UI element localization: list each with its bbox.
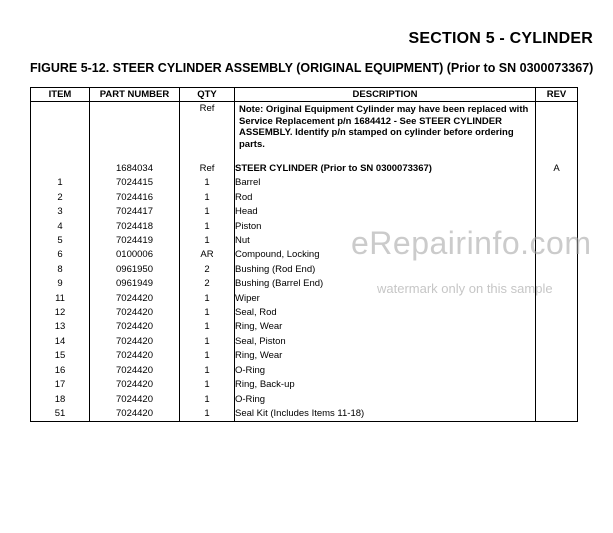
cell-description: Head <box>235 205 536 219</box>
cell-rev <box>536 176 578 190</box>
table-row <box>31 191 578 205</box>
cell-rev <box>536 378 578 392</box>
cell-item: 1 <box>31 176 90 190</box>
cell-rev <box>536 364 578 378</box>
cell-qty: 1 <box>180 407 235 422</box>
cell-item: 15 <box>31 349 90 363</box>
note-text: Note: Original Equipment Cylinder may have been replaced with Service Replacement p/n 1684412 - See STEER CYLINDER ASSEMBLY. Identify p/n stamped on cylinder before ordering parts. <box>235 102 536 163</box>
cell-item: 13 <box>31 320 90 334</box>
col-header-qty: QTY <box>180 88 235 102</box>
cell-qty: 1 <box>180 306 235 320</box>
cell-description: Seal, Rod <box>235 306 536 320</box>
cell-part-number: 0961950 <box>90 263 180 277</box>
cell-description: Ring, Wear <box>235 349 536 363</box>
cell-item: 51 <box>31 407 90 422</box>
note-row <box>31 102 578 163</box>
cell-description: Rod <box>235 191 536 205</box>
cell-part-number: 7024420 <box>90 335 180 349</box>
table-row <box>31 176 578 190</box>
cell-rev <box>536 205 578 219</box>
cell-part-number: 7024415 <box>90 176 180 190</box>
cell-part-number: 7024420 <box>90 407 180 422</box>
cell-description: Bushing (Barrel End) <box>235 277 536 291</box>
cell-description: Compound, Locking <box>235 248 536 262</box>
table-row <box>31 335 578 349</box>
cell-part-number: 7024417 <box>90 205 180 219</box>
cell-item: 17 <box>31 378 90 392</box>
cell-item: 16 <box>31 364 90 378</box>
cell-description: STEER CYLINDER (Prior to SN 0300073367) <box>235 162 536 176</box>
col-header-item: ITEM <box>31 88 90 102</box>
table-row <box>31 162 578 176</box>
section-title: SECTION 5 - CYLINDER <box>408 30 593 47</box>
table-row <box>31 407 578 422</box>
cell-qty: Ref <box>180 162 235 176</box>
watermark-text: eRepairinfo.com <box>351 225 592 261</box>
cell-rev <box>536 306 578 320</box>
cell-part-number: 7024416 <box>90 191 180 205</box>
cell-part-number: 7024420 <box>90 292 180 306</box>
cell-part-number: 7024420 <box>90 349 180 363</box>
cell-rev: A <box>536 162 578 176</box>
cell-item: 3 <box>31 205 90 219</box>
col-header-description: DESCRIPTION <box>235 88 536 102</box>
cell-description: Barrel <box>235 176 536 190</box>
cell-description: O-Ring <box>235 364 536 378</box>
cell-part-number: 1684034 <box>90 162 180 176</box>
cell-qty: 2 <box>180 277 235 291</box>
cell-qty: 1 <box>180 220 235 234</box>
note-qty: Ref <box>180 102 235 163</box>
cell-rev <box>536 335 578 349</box>
cell-qty: 1 <box>180 205 235 219</box>
cell-item: 12 <box>31 306 90 320</box>
cell-qty: 2 <box>180 263 235 277</box>
table-row <box>31 306 578 320</box>
cell-description: Seal Kit (Includes Items 11-18) <box>235 407 536 422</box>
cell-description: Ring, Back-up <box>235 378 536 392</box>
cell-qty: 1 <box>180 335 235 349</box>
cell-qty: 1 <box>180 234 235 248</box>
cell-qty: 1 <box>180 292 235 306</box>
table-row <box>31 349 578 363</box>
col-header-rev: REV <box>536 88 578 102</box>
cell-qty: AR <box>180 248 235 262</box>
cell-part-number: 7024418 <box>90 220 180 234</box>
cell-rev <box>536 320 578 334</box>
table-header-row <box>31 88 578 102</box>
cell-description: O-Ring <box>235 393 536 407</box>
cell-qty: 1 <box>180 176 235 190</box>
cell-part-number: 0100006 <box>90 248 180 262</box>
cell-item: 5 <box>31 234 90 248</box>
cell-part-number: 7024420 <box>90 393 180 407</box>
cell-part-number: 7024420 <box>90 306 180 320</box>
cell-description: Bushing (Rod End) <box>235 263 536 277</box>
cell-rev <box>536 393 578 407</box>
col-header-part-number: PART NUMBER <box>90 88 180 102</box>
cell-description: Nut <box>235 234 536 248</box>
cell-item <box>31 162 90 176</box>
cell-item: 18 <box>31 393 90 407</box>
table-row <box>31 393 578 407</box>
table-row <box>31 378 578 392</box>
cell-qty: 1 <box>180 320 235 334</box>
watermark-subtext: watermark only on this sample <box>377 281 553 296</box>
cell-part-number: 7024420 <box>90 378 180 392</box>
cell-description: Seal, Piston <box>235 335 536 349</box>
cell-item: 4 <box>31 220 90 234</box>
cell-qty: 1 <box>180 378 235 392</box>
cell-item: 2 <box>31 191 90 205</box>
cell-item: 9 <box>31 277 90 291</box>
cell-item: 14 <box>31 335 90 349</box>
cell-item: 8 <box>31 263 90 277</box>
cell-rev <box>536 191 578 205</box>
table-row <box>31 364 578 378</box>
cell-qty: 1 <box>180 393 235 407</box>
table-row <box>31 205 578 219</box>
cell-qty: 1 <box>180 191 235 205</box>
cell-rev <box>536 349 578 363</box>
cell-qty: 1 <box>180 349 235 363</box>
cell-part-number: 7024419 <box>90 234 180 248</box>
table-row <box>31 320 578 334</box>
figure-title: FIGURE 5-12. STEER CYLINDER ASSEMBLY (ORIGINAL EQUIPMENT) (Prior to SN 0300073367) <box>30 61 594 75</box>
cell-description: Piston <box>235 220 536 234</box>
cell-item: 6 <box>31 248 90 262</box>
cell-item: 11 <box>31 292 90 306</box>
cell-part-number: 0961949 <box>90 277 180 291</box>
cell-part-number: 7024420 <box>90 364 180 378</box>
cell-qty: 1 <box>180 364 235 378</box>
cell-rev <box>536 407 578 422</box>
table-row <box>31 263 578 277</box>
cell-description: Ring, Wear <box>235 320 536 334</box>
cell-part-number: 7024420 <box>90 320 180 334</box>
cell-rev <box>536 263 578 277</box>
cell-description: Wiper <box>235 292 536 306</box>
